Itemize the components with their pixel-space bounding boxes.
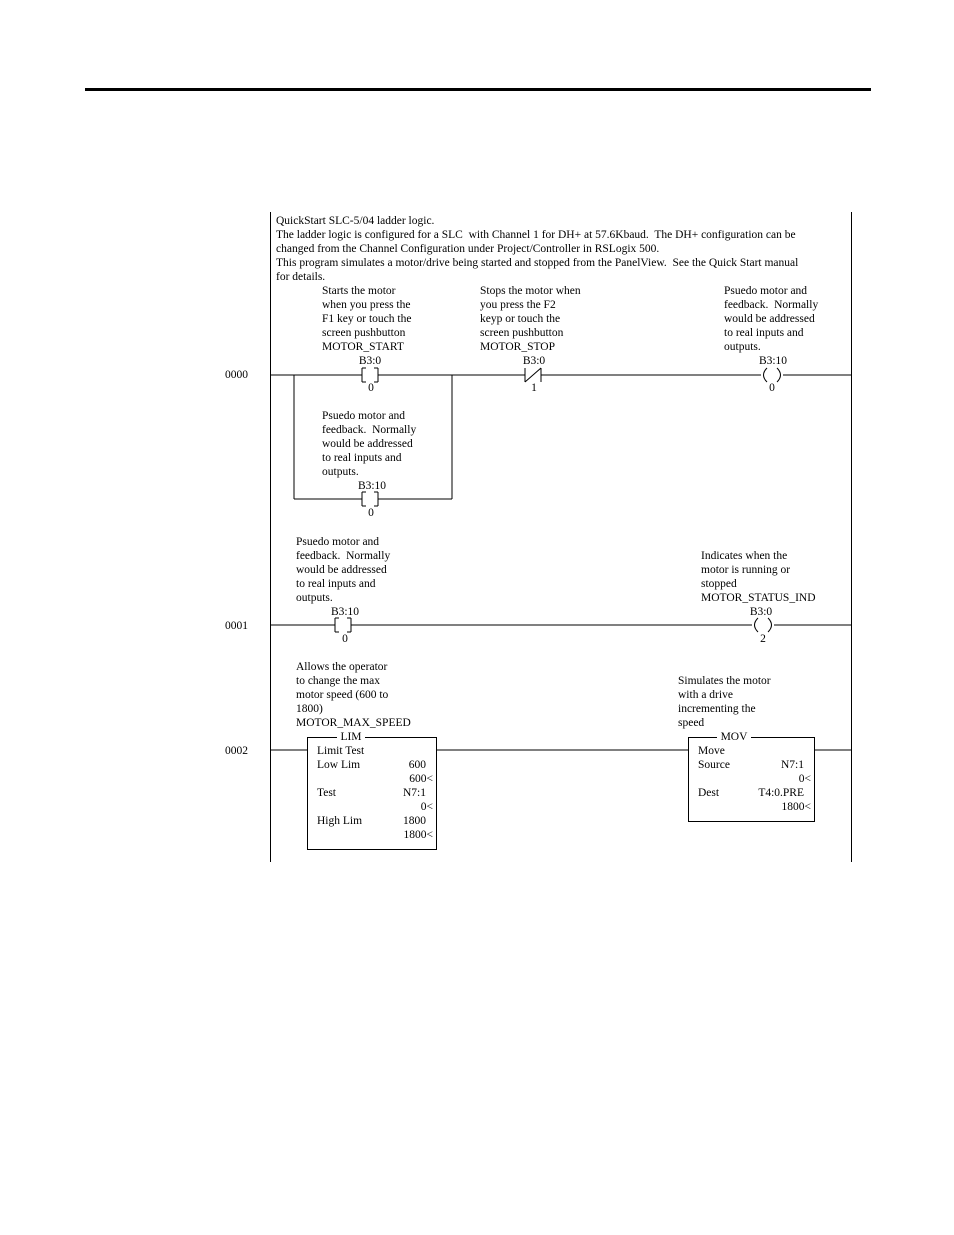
comment-line: feedback. Normally: [296, 550, 391, 562]
comment-line: feedback. Normally: [322, 424, 417, 436]
comment-line: Indicates when the: [701, 550, 788, 562]
lim-title: Limit Test: [317, 745, 365, 757]
comment-line: MOTOR_STOP: [480, 341, 555, 353]
lim-high-actual: 1800<: [403, 829, 433, 841]
rung-number: 0001: [225, 620, 248, 632]
comment-line: outputs.: [322, 466, 359, 478]
comment-line: to change the max: [296, 675, 380, 687]
mov-mnemonic: MOV: [717, 730, 751, 744]
mov-dest-label: Dest: [698, 787, 720, 799]
status-coil-bit: 2: [760, 633, 766, 645]
comment-line: motor speed (600 to: [296, 689, 389, 701]
comment-line: Allows the operator: [296, 661, 388, 673]
lim-test-value: N7:1: [403, 787, 426, 799]
mov-dest-value: T4:0.PRE: [758, 787, 804, 799]
lim-high-value: 1800: [403, 815, 426, 827]
comment-line: when you press the: [322, 299, 411, 311]
feedback-contact-bit: 0: [342, 633, 348, 645]
comment-line: changed from the Channel Configuration under Project/Controller in RSLogix 500.: [276, 243, 660, 255]
start-contact-address: B3:0: [358, 355, 382, 367]
comment-line: speed: [678, 717, 705, 729]
mov-dest-actual: 1800<: [781, 801, 811, 813]
comment-line: outputs.: [724, 341, 761, 353]
comment-line: MOTOR_MAX_SPEED: [296, 717, 411, 729]
mov-source-actual: 0<: [798, 773, 811, 785]
rung-number: 0002: [225, 745, 248, 757]
comment-line: 1800): [296, 703, 323, 715]
status-coil-address: B3:0: [749, 606, 773, 618]
comment-line: screen pushbutton: [480, 327, 564, 339]
lim-low-actual: 600<: [409, 773, 433, 785]
mov-source-label: Source: [698, 759, 730, 771]
comment-line: Starts the motor: [322, 285, 396, 297]
comment-line: MOTOR_STATUS_IND: [701, 592, 816, 604]
comment-line: Simulates the motor: [678, 675, 771, 687]
mov-title: Move: [698, 745, 725, 757]
comment-line: would be addressed: [296, 564, 387, 576]
motor-coil-address: B3:10: [758, 355, 788, 367]
comment-line: This program simulates a motor/drive being started and stopped from the PanelView. See the Quick Start manual: [276, 257, 799, 269]
comment-line: you press the F2: [480, 299, 556, 311]
comment-line: screen pushbutton: [322, 327, 406, 339]
comment-line: incrementing the: [678, 703, 756, 715]
comment-line: to real inputs and: [724, 327, 804, 339]
comment-line: Psuedo motor and: [724, 285, 808, 297]
feedback-contact-address: B3:10: [330, 606, 360, 618]
comment-line: to real inputs and: [322, 452, 402, 464]
lim-low-value: 600: [408, 759, 426, 771]
comment-line: QuickStart SLC-5/04 ladder logic.: [276, 215, 435, 227]
comment-line: feedback. Normally: [724, 299, 819, 311]
rung-number: 0000: [225, 369, 248, 381]
comment-line: with a drive: [678, 689, 733, 701]
stop-contact-bit: 1: [531, 382, 537, 394]
comment-line: Psuedo motor and: [322, 410, 406, 422]
comment-line: for details.: [276, 271, 326, 283]
comment-line: MOTOR_START: [322, 341, 404, 353]
comment-line: motor is running or: [701, 564, 791, 576]
lim-test-actual: 0<: [420, 801, 433, 813]
comment-line: keyp or touch the: [480, 313, 561, 325]
motor-coil-bit: 0: [769, 382, 775, 394]
comment-line: Psuedo motor and: [296, 536, 380, 548]
comment-line: outputs.: [296, 592, 333, 604]
branch-contact-bit: 0: [368, 507, 374, 519]
start-contact-bit: 0: [368, 382, 374, 394]
lim-low-label: Low Lim: [317, 759, 361, 771]
lim-test-label: Test: [317, 787, 336, 799]
mov-source-value: N7:1: [781, 759, 804, 771]
comment-line: would be addressed: [322, 438, 413, 450]
lim-mnemonic: LIM: [337, 730, 365, 744]
lim-high-label: High Lim: [317, 815, 363, 827]
comment-line: would be addressed: [724, 313, 815, 325]
branch-contact-address: B3:10: [357, 480, 387, 492]
comment-line: The ladder logic is configured for a SLC with Channel 1 for DH+ at 57.6Kbaud. The DH+ configuration can be: [276, 229, 796, 241]
comment-line: to real inputs and: [296, 578, 376, 590]
comment-line: Stops the motor when: [480, 285, 581, 297]
stop-contact-address: B3:0: [522, 355, 546, 367]
comment-line: F1 key or touch the: [322, 313, 412, 325]
comment-line: stopped: [701, 578, 737, 590]
